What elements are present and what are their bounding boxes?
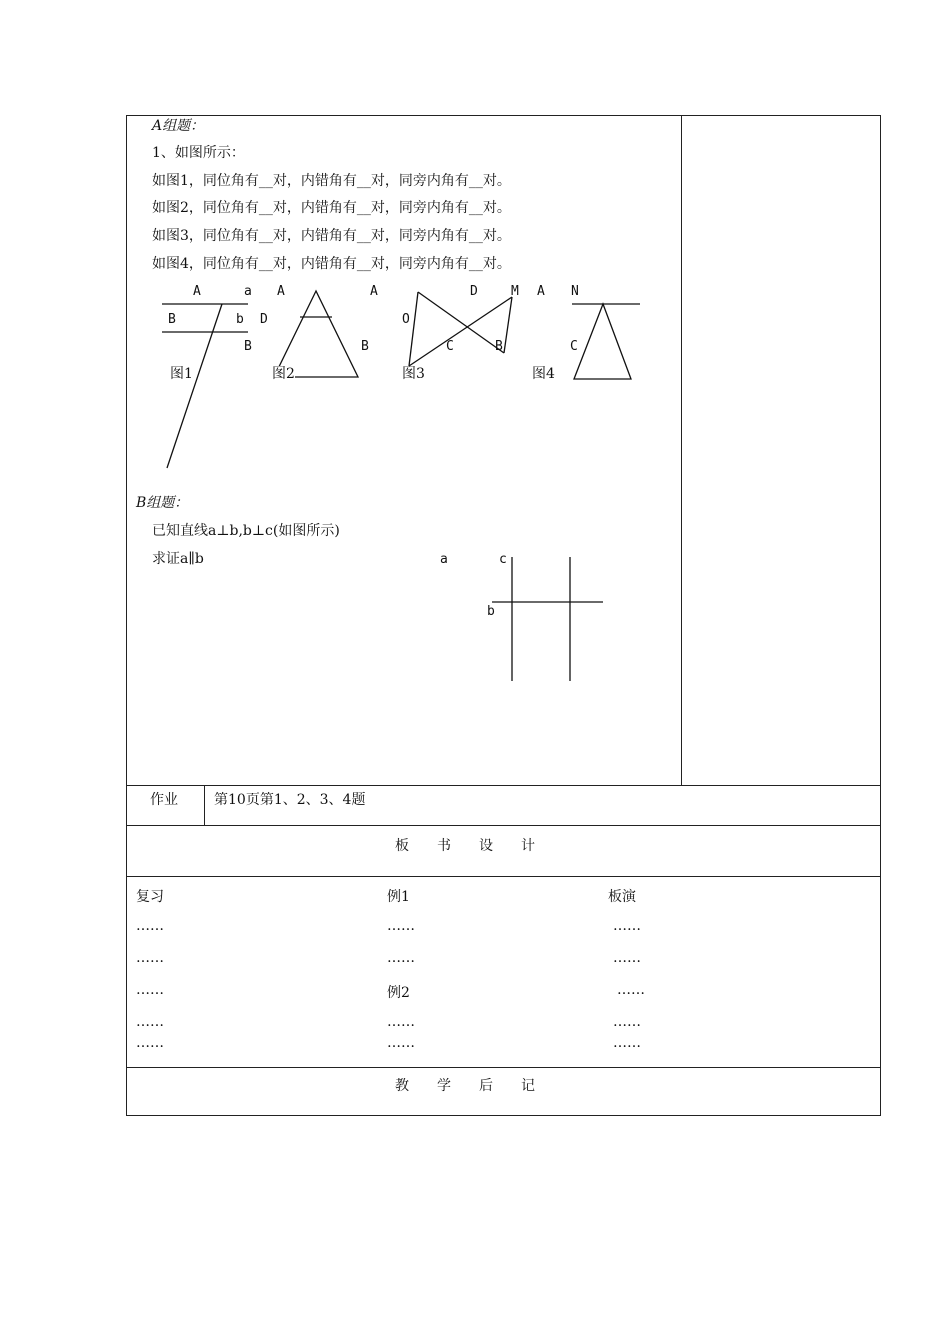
question-1: 1、如图所示： (152, 145, 245, 161)
fig4-triangle (574, 304, 631, 379)
question-line-2: 如图2，同位角有__对，内错角有__对，同旁内角有__对。 (152, 200, 511, 216)
group-a-title: A组题： (152, 118, 205, 134)
board-col2-item: …… (387, 1035, 415, 1051)
board-col2-item: 例2 (387, 985, 410, 1001)
fig3-caption: 图3 (402, 366, 425, 382)
group-b-given: 已知直线a⊥b,b⊥c(如图所示) (152, 523, 340, 539)
fig4-label-b: B (495, 339, 503, 354)
group-b-prove: 求证a∥b (152, 551, 204, 567)
question-line-1: 如图1，同位角有__对，内错角有__对，同旁内角有__对。 (152, 173, 511, 189)
question-line-4: 如图4，同位角有__对，内错角有__对，同旁内角有__对。 (152, 256, 511, 272)
group-b-title: B组题： (136, 495, 189, 511)
fig3-label-o: O (402, 312, 410, 327)
board-col3-item: …… (613, 1035, 641, 1051)
fig4-caption: 图4 (532, 366, 555, 382)
question-line-3: 如图3，同位角有__对，内错角有__对，同旁内角有__对。 (152, 228, 511, 244)
board-col1-item: …… (136, 950, 164, 966)
fig1-transversal (167, 304, 222, 468)
fig3-label-c: C (446, 339, 454, 354)
fig2-label-a: A (277, 284, 285, 299)
board-col1-item: …… (136, 918, 164, 934)
fig4-label-c: C (570, 339, 578, 354)
fig1-label-b: b (236, 312, 244, 327)
board-col3-item: …… (613, 950, 641, 966)
board-col2-item: 例1 (387, 889, 410, 905)
board-col1-item: …… (136, 982, 164, 998)
board-col3-item: …… (617, 982, 645, 998)
board-col1-item: 复习 (136, 889, 164, 905)
fig1-label-b-upper: B (168, 312, 176, 327)
homework-content: 第10页第1、2、3、4题 (214, 792, 366, 808)
notes-title: 教 学 后 记 (395, 1078, 535, 1094)
fig3-label-a: A (370, 284, 378, 299)
fig4-label-m: M (511, 284, 519, 299)
board-col3-item: 板演 (608, 889, 636, 905)
board-col1-item: …… (136, 1014, 164, 1030)
fig4-label-a: A (537, 284, 545, 299)
fig2-triangle (274, 291, 358, 377)
board-col2-item: …… (387, 918, 415, 934)
fig2-caption: 图2 (272, 366, 295, 382)
fig2-label-b: B (244, 339, 252, 354)
fig3-label-b: B (361, 339, 369, 354)
fig3-line-od (409, 297, 512, 366)
board-col1-item: …… (136, 1035, 164, 1051)
fig1-label-a: a (244, 284, 252, 299)
gb-label-a: a (440, 552, 448, 567)
board-col3-item: …… (613, 918, 641, 934)
fig1-caption: 图1 (170, 366, 193, 382)
fig3-line-ao (409, 292, 418, 366)
fig2-label-d: D (260, 312, 268, 327)
fig1-label-a-upper: A (193, 284, 201, 299)
board-col3-item: …… (613, 1014, 641, 1030)
gb-label-b: b (487, 604, 495, 619)
fig3-label-d: D (470, 284, 478, 299)
fig4-label-n: N (571, 284, 579, 299)
board-col2-item: …… (387, 1014, 415, 1030)
fig3-line-db (504, 297, 512, 353)
fig3-line-ab (418, 292, 504, 353)
board-title: 板 书 设 计 (395, 838, 535, 854)
homework-label: 作业 (150, 792, 178, 808)
gb-label-c: c (499, 552, 507, 567)
board-col2-item: …… (387, 950, 415, 966)
